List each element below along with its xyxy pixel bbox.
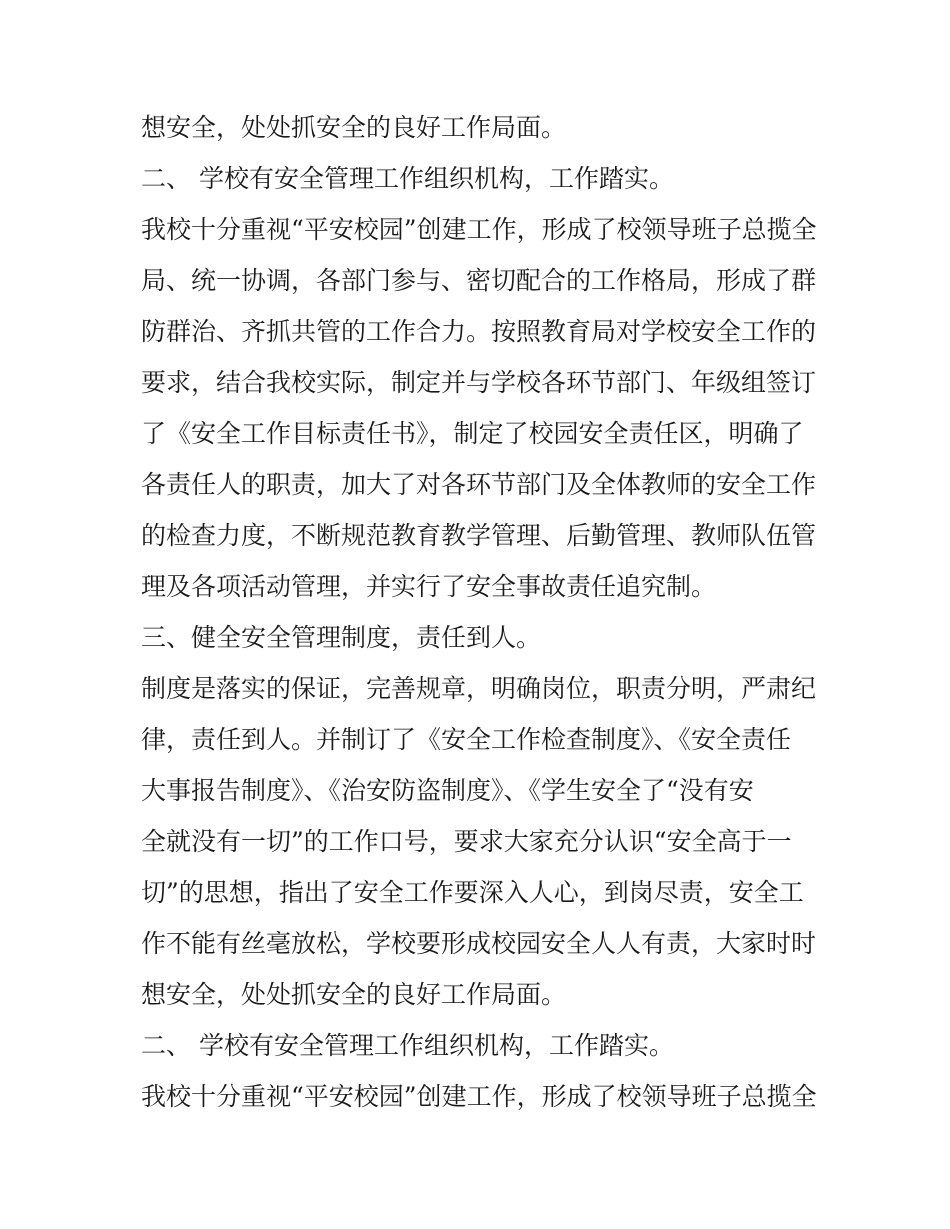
text-line-16: 切”的思想，指出了安全工作要深入人心，到岗尽责，安全工: [141, 878, 804, 907]
section-heading-organization-repeat: 二、 学校有安全管理工作组织机构，工作踏实。: [141, 1031, 674, 1060]
text-line-15: 全就没有一切”的工作口号，要求大家充分认识“安全高于一: [141, 827, 792, 856]
text-line-18: 想安全，处处抓安全的良好工作局面。: [141, 980, 567, 1009]
text-line-10: 理及各项活动管理，并实行了安全事故责任追究制。: [141, 572, 717, 601]
text-line-9: 的检查力度，不断规范教育教学管理、后勤管理、教师队伍管: [141, 521, 817, 550]
text-line-7: 了《安全工作目标责任书》，制定了校园安全责任区，明确了: [141, 419, 804, 448]
text-line-5: 防群治、齐抓共管的工作合力。按照教育局对学校安全工作的: [141, 317, 817, 346]
text-line-3: 我校十分重视“平安校园”创建工作，形成了校领导班子总揽全: [141, 215, 817, 244]
text-line-13: 律，责任到人。并制订了《安全工作检查制度》、《安全责任: [141, 725, 792, 754]
text-line-6: 要求，结合我校实际，制定并与学校各环节部门、年级组签订: [141, 368, 817, 397]
text-line-4: 局、统一协调，各部门参与、密切配合的工作格局，形成了群: [141, 266, 817, 295]
section-heading-rules: 三、健全安全管理制度，责任到人。: [141, 623, 542, 652]
text-line-14: 大事报告制度》、《治安防盗制度》、《学生安全了“没有安: [141, 776, 754, 805]
text-line-8: 各责任人的职责，加大了对各环节部门及全体教师的安全工作: [141, 470, 817, 499]
text-line-12: 制度是落实的保证，完善规章，明确岗位，职责分明，严肃纪: [141, 674, 817, 703]
section-heading-organization: 二、 学校有安全管理工作组织机构，工作踏实。: [141, 164, 674, 193]
text-line-1: 想安全，处处抓安全的良好工作局面。: [141, 113, 567, 142]
text-line-17: 作不能有丝毫放松，学校要形成校园安全人人有责，大家时时: [141, 929, 817, 958]
text-line-20: 我校十分重视“平安校园”创建工作，形成了校领导班子总揽全: [141, 1082, 817, 1111]
